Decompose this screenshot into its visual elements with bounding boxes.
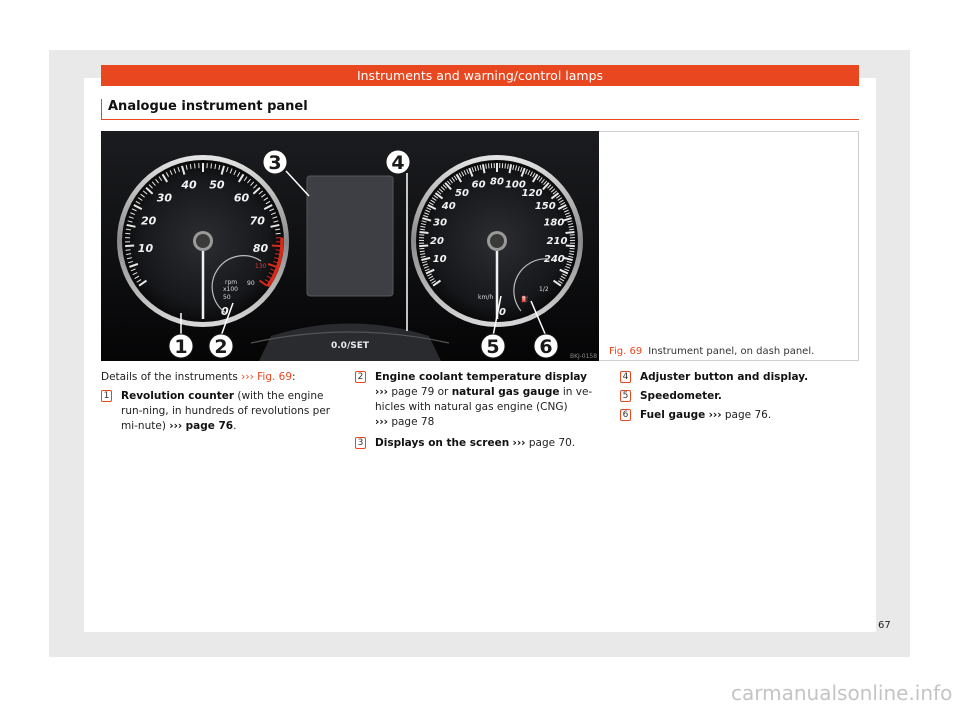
rpm-unit-multiplier: x100 <box>223 286 239 293</box>
fuel-icon: ⛽ <box>521 296 529 303</box>
detail-item-2: 2 Engine coolant temperature display ››› page 79 or natural gas gauge in ve-hicles with natural gas engine (CNG) ››› page 78 <box>355 370 600 430</box>
image-code: BKJ-0158 <box>570 353 598 360</box>
details-column-3 <box>620 370 860 423</box>
temp-mid-label: 90 <box>247 280 255 287</box>
gauge-tick <box>195 163 196 168</box>
fuel-half-label: 1/2 <box>539 286 549 293</box>
speed-number: 10 <box>432 254 447 266</box>
detail-item-6: 6 Fuel gauge ››› page 76. <box>620 408 860 423</box>
speed-number: 40 <box>441 200 456 212</box>
page-link[interactable]: page 76 <box>724 409 768 421</box>
speed-number: 210 <box>546 235 568 247</box>
rpm-zero-label: 0 <box>221 305 229 318</box>
callout-1: 1 <box>174 336 188 358</box>
gauge-tick <box>570 248 575 249</box>
page-link[interactable]: page 76 <box>185 420 234 432</box>
instrument-panel-image <box>101 131 599 361</box>
gauge-tick <box>126 250 131 251</box>
details-column-1 <box>101 370 341 434</box>
gauge-tick <box>125 246 134 247</box>
gauge-tick <box>505 163 506 168</box>
callout-4: 4 <box>391 152 405 174</box>
rpm-number: 30 <box>156 191 173 205</box>
gauge-tick <box>272 246 281 247</box>
page-link[interactable]: page 78 <box>391 416 435 428</box>
speed-number: 60 <box>471 179 486 191</box>
title-rule <box>101 119 859 120</box>
callout-3: 3 <box>268 152 282 174</box>
speed-number: 50 <box>455 187 469 199</box>
title-accent-bar <box>101 99 102 119</box>
page-number: 67 <box>878 620 891 631</box>
callout-5: 5 <box>486 336 500 358</box>
speed-number: 30 <box>433 217 448 229</box>
temp-low-label: 50 <box>223 294 231 301</box>
watermark: carmanualsonline.info <box>731 681 953 705</box>
figure-caption <box>609 346 814 357</box>
chapter-header: Instruments and warning/control lamps <box>101 65 859 86</box>
rpm-number: 50 <box>209 178 225 192</box>
details-column-2 <box>355 370 600 451</box>
gauge-tick <box>211 163 212 168</box>
rpm-number: 80 <box>252 242 269 256</box>
callout-2: 2 <box>214 336 228 358</box>
speed-zero-label: 0 <box>499 307 506 318</box>
speed-number: 100 <box>504 179 526 191</box>
detail-item-4: 4 Adjuster button and display. <box>620 370 860 385</box>
gauge-tick <box>489 163 490 168</box>
caption-text: Instrument panel, on dash panel. <box>648 346 815 357</box>
detail-number: 1 <box>101 390 112 402</box>
gauge-tick <box>566 232 575 233</box>
detail-item-5: 5 Speedometer. <box>620 389 860 404</box>
gauge-tick <box>419 246 428 247</box>
instrument-panel-drawing <box>101 131 599 361</box>
speed-unit: km/h <box>478 294 494 301</box>
page-link[interactable]: page 70 <box>528 437 572 449</box>
rpm-number: 70 <box>249 214 265 228</box>
figure-link[interactable]: Fig. 69 <box>257 371 293 383</box>
speed-number: 80 <box>490 176 504 188</box>
gauge-tick <box>420 251 425 252</box>
multifunction-screen <box>307 176 393 296</box>
temp-high-label: 130 <box>255 263 267 270</box>
rpm-number: 20 <box>141 214 157 228</box>
page-link[interactable]: page 79 <box>391 386 435 398</box>
rpm-number: 10 <box>137 242 154 256</box>
details-intro: Details of the instruments ››› Fig. 69: <box>101 371 296 383</box>
rpm-number: 40 <box>181 178 197 192</box>
speed-number: 240 <box>543 254 565 266</box>
gauge-tick <box>569 251 574 252</box>
callout-6: 6 <box>539 336 553 358</box>
gauge-tick <box>275 250 280 251</box>
rpm-unit: rpm <box>225 279 238 286</box>
speed-number: 120 <box>521 187 543 199</box>
gauge-tick <box>419 248 424 249</box>
gauge-tick <box>420 232 429 233</box>
detail-item-3: 3 Displays on the screen ››› page 70. <box>355 436 600 451</box>
speed-number: 150 <box>534 200 556 212</box>
rpm-number: 60 <box>233 191 250 205</box>
detail-item-1: 1 Revolution counter (with the engine run-ning, in hundreds of revolutions per mi-nute) ››› page 76. <box>101 389 341 434</box>
speed-number: 180 <box>543 217 565 229</box>
section-title: Analogue instrument panel <box>108 99 308 114</box>
display-text: 0.0/SET <box>331 341 369 351</box>
speed-number: 20 <box>430 235 444 247</box>
caption-label: Fig. 69 <box>609 346 643 357</box>
